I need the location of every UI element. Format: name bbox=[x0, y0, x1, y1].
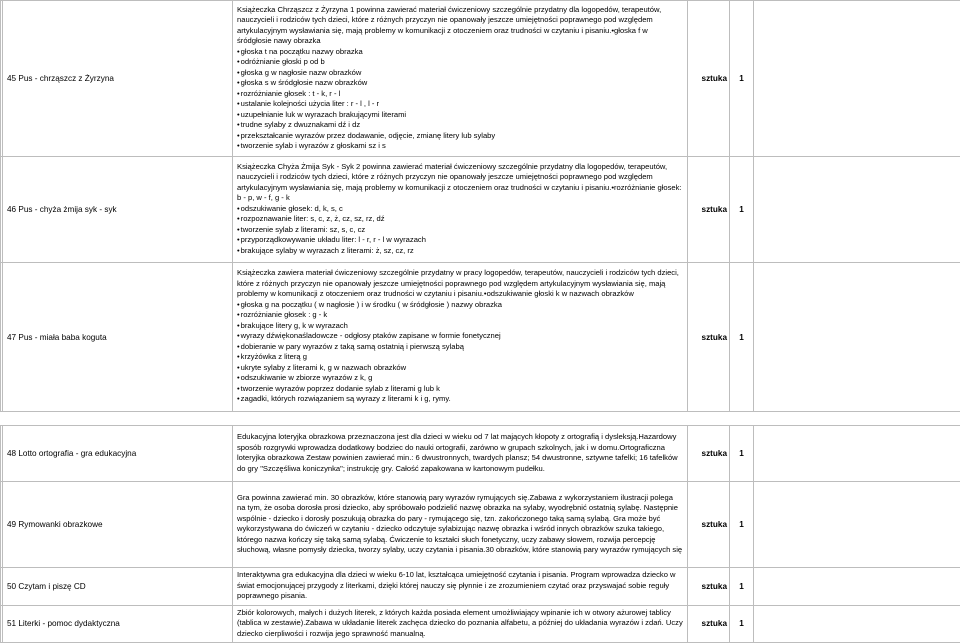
item-name: 49 Rymowanki obrazkowe bbox=[3, 482, 233, 568]
table-row bbox=[1, 263, 960, 412]
item-unit: sztuka bbox=[688, 568, 730, 606]
table-row bbox=[1, 605, 960, 643]
item-name: 51 Literki - pomoc dydaktyczna bbox=[3, 605, 233, 643]
description-bullet: • rozróżnianie głosek : t - k, r - l bbox=[237, 89, 683, 100]
description-intro: Interaktywna gra edukacyjna dla dzieci w wieku 6-10 lat, kształcąca umiejętność czytania i pisania. Program wprowadza dziecko w świat emocjonującej przygody z literkami, dzięki której nauczy się płynnie i ze zrozumieniem czytać oraz przyswajać sobie reguły poprawnego pisania. bbox=[237, 570, 676, 600]
item-quantity: 1 bbox=[730, 605, 754, 643]
item-quantity: 1 bbox=[730, 263, 754, 412]
table-row bbox=[1, 568, 960, 606]
description-intro: Edukacyjna loteryjka obrazkowa przeznaczona jest dla dzieci w wieku od 7 lat mających kłopoty z ortografią i dysleksją.Hazardowy sposób rozgrywki wprowadza dodatkowy bodziec do nauki ortografii, zarówno w grupach szkolnych, jak i w domu.Ortograficzna loteryjka obrazkowa Zestaw powinien zawierać min.: 6 dwustronnych, twardych plansz; 54 dwustronne, sztywne tafelki; 16 tafelków do gry "Szczęśliwa koniczynka"; instrukcję gry. Całość zapakowana w kartonowym pudełku. bbox=[237, 432, 678, 473]
item-unit: sztuka bbox=[688, 482, 730, 568]
item-description bbox=[233, 263, 688, 412]
item-unit: sztuka bbox=[688, 1, 730, 157]
item-description bbox=[233, 568, 688, 606]
table-row bbox=[1, 482, 960, 568]
description-bullet: • głoska t na początku nazwy obrazka bbox=[237, 47, 683, 58]
item-unit: sztuka bbox=[688, 426, 730, 482]
description-bullet: • zagadki, których rozwiązaniem są wyrazy z literami k i g, rymy. bbox=[237, 394, 683, 405]
description-bullet: • rozróżnianie głosek: b - p, w - f, g - k bbox=[237, 183, 682, 203]
description-bullet: • tworzenie sylab i wyrazów z głoskami sz i s bbox=[237, 141, 683, 152]
item-name: 50 Czytam i piszę CD bbox=[3, 568, 233, 606]
description-bullet: • krzyżówka z literą g bbox=[237, 352, 683, 363]
table-row bbox=[1, 426, 960, 482]
item-quantity: 1 bbox=[730, 1, 754, 157]
item-name: 46 Pus - chyża żmija syk - syk bbox=[3, 157, 233, 263]
description-bullet: • brakujące litery g, k w wyrazach bbox=[237, 321, 683, 332]
description-bullet: • uzupełnianie luk w wyrazach brakującymi literami bbox=[237, 110, 683, 121]
item-quantity: 1 bbox=[730, 426, 754, 482]
description-intro: Książeczka zawiera materiał ćwiczeniowy szczególnie przydatny w pracy logopedów, terapeutów, nauczycieli i rodziców tych dzieci, które z różnych przyczyn nie opanowały jeszcze umiejętności poprawnego pod względem artykulacyjnym wysławiania się, mają problemy w komunikacji z otoczeniem oraz trudności w czytaniu i pisaniu. bbox=[237, 268, 679, 298]
description-bullet: • przyporządkowywanie układu liter: l - r, r - l w wyrazach bbox=[237, 235, 683, 246]
item-description bbox=[233, 157, 688, 263]
item-description bbox=[233, 426, 688, 482]
description-bullet: • rozpoznawanie liter: s, c, z, ż, cz, sz, rz, dź bbox=[237, 214, 683, 225]
description-intro: Gra powinna zawierać min. 30 obrazków, które stanowią pary wyrazów rymujących się.Zabawa z wykorzystaniem ilustracji polega na tym, że osoba dorosła prosi dziecko, aby spróbowało podzielić nazwę obrazka na sylaby, wyodrębnić ostatnią sylabę. Następnie wspólnie - dziecko i dorosły poszukują obrazka do pary - rymującego się, tzn. zakończonego taką samą sylabą. Gra może być wykorzystywana do ćwiczeń w czytaniu - dziecko odczytuje sylabizując nazwę obrazka i wśród innych obrazków szuka takiego, którego nazwa kończy się taką samą sylabą. Ćwiczenie to kształci słuch fonetyczny, uczy zabawy słowem, rozwija percepcję słuchową, własne pomysły dziecka, tworzy sylaby, uczy czytania i pisania.30 obrazków, które stanowią pary wyrazów rymujących się bbox=[237, 493, 682, 555]
description-intro: Zbiór kolorowych, małych i dużych literek, z których każda posiada element umożliwiający wpinanie ich w otwory ażurowej tablicy (tablica w zestawie).Zabawa w układanie literek zachęca dziecko do poznania alfabetu, a później do układania wyrazów i zdań. Uczy dziecko cierpliwości i rozwija jego sprawność manualną. bbox=[237, 608, 683, 638]
item-name: 45 Pus - chrząszcz z Żyrzyna bbox=[3, 1, 233, 157]
item-description bbox=[233, 1, 688, 157]
description-bullet: • wyrazy dźwiękonaśladowcze - odgłosy ptaków zapisane w formie fonetycznej bbox=[237, 331, 683, 342]
description-bullet: • rozróżnianie głosek : g - k bbox=[237, 310, 683, 321]
description-bullet: • trudne sylaby z dwuznakami dź i dz bbox=[237, 120, 683, 131]
item-description bbox=[233, 482, 688, 568]
description-bullet: • głoska g na początku ( w nagłosie ) i w środku ( w śródgłosie ) nazwy obrazka bbox=[237, 300, 683, 311]
item-description bbox=[233, 605, 688, 643]
description-bullet: • dobieranie w pary wyrazów z taką samą ostatnią i pierwszą sylabą bbox=[237, 342, 683, 353]
description-bullet: • przekształcanie wyrazów przez dodawanie, odjęcie, zmianę litery lub sylaby bbox=[237, 131, 683, 142]
description-bullet: • tworzenie wyrazów poprzez dodanie sylab z literami g lub k bbox=[237, 384, 683, 395]
item-quantity: 1 bbox=[730, 568, 754, 606]
table-row bbox=[1, 1, 960, 157]
description-bullet: • głoska s w śródgłosie nazw obrazków bbox=[237, 78, 683, 89]
table-row bbox=[1, 157, 960, 263]
description-bullet: • tworzenie sylab z literami: sz, s, c, cz bbox=[237, 225, 683, 236]
item-unit: sztuka bbox=[688, 263, 730, 412]
description-bullet: • odszukiwanie głosek: d, k, s, c bbox=[237, 204, 683, 215]
description-intro: Książeczka Chrząszcz z Żyrzyna 1 powinna zawierać materiał ćwiczeniowy szczególnie przydatny dla logopedów, terapeutów, nauczycieli i rodziców tych dzieci, które z różnych przyczyn nie opanowały jeszcze umiejętności poprawnego pod względem artykulacyjnym wysławiania się, mają problemy w komunikacji z otoczeniem oraz trudności w czytaniu i pisaniu. bbox=[237, 5, 661, 35]
description-bullet: • odszukiwanie głoski k w nazwach obrazków bbox=[484, 289, 634, 298]
description-bullet: • odróżnianie głoski p od b bbox=[237, 57, 683, 68]
description-bullet: • głoska g w nagłosie nazw obrazków bbox=[237, 68, 683, 79]
item-unit: sztuka bbox=[688, 157, 730, 263]
description-bullet: • odszukiwanie w zbiorze wyrazów z k, g bbox=[237, 373, 683, 384]
description-bullet: • brakujące sylaby w wyrazach z literami: ż, sz, cz, rz bbox=[237, 246, 683, 257]
description-bullet: • głoska f w śródgłosie nawy obrazka bbox=[237, 26, 648, 46]
item-unit: sztuka bbox=[688, 605, 730, 643]
item-quantity: 1 bbox=[730, 157, 754, 263]
description-bullet: • ustalanie kolejności użycia liter : r - l , l - r bbox=[237, 99, 683, 110]
item-quantity: 1 bbox=[730, 482, 754, 568]
item-name: 48 Lotto ortografia - gra edukacyjna bbox=[3, 426, 233, 482]
description-intro: Książeczka Chyża Żmija Syk - Syk 2 powinna zawierać materiał ćwiczeniowy szczególnie przydatny dla logopedów, terapeutów, nauczycieli i rodziców tych dzieci, które z różnych przyczyn nie opanowały jeszcze umiejętności poprawnego pod względem artykulacyjnym wysławiania się, mają problemy w komunikacji z otoczeniem oraz trudności w czytaniu i pisaniu. bbox=[237, 162, 667, 192]
description-bullet: • ukryte sylaby z literami k, g w nazwach obrazków bbox=[237, 363, 683, 374]
item-name: 47 Pus - miała baba koguta bbox=[3, 263, 233, 412]
